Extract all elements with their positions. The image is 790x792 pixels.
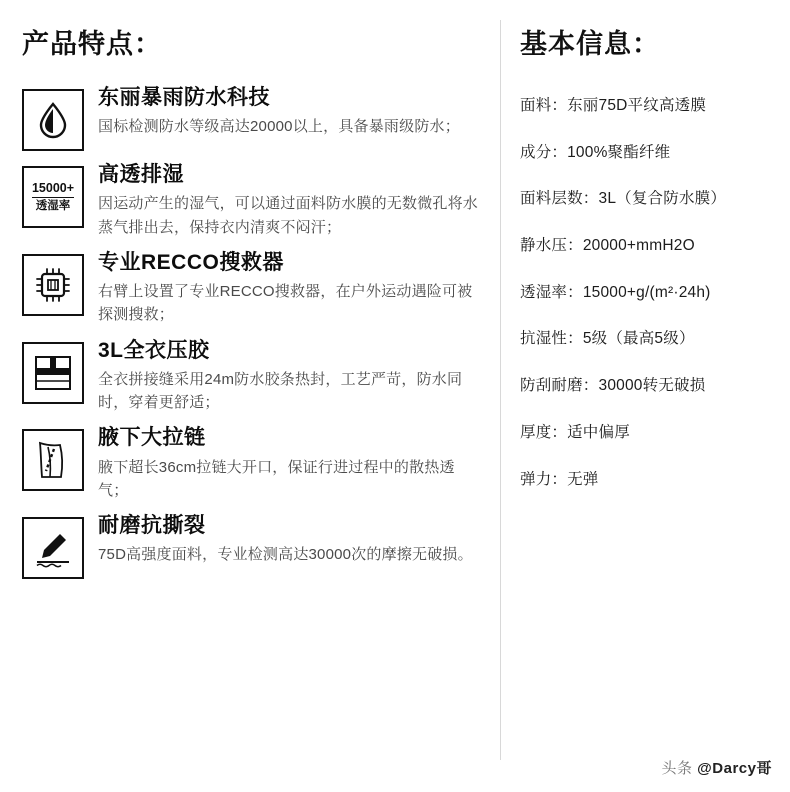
spec-value: 20000+mmH2O <box>582 237 695 255</box>
feature-description: 全衣拼接缝采用24m防水胶条热封，工艺严苛，防水同时，穿着更舒适； <box>98 370 463 411</box>
spec-value: 30000转无破损 <box>598 377 706 395</box>
watermark-author: @Darcy哥 <box>697 760 772 777</box>
feature-description: 因运动产生的湿气，可以通过面料防水膜的无数微孔将水蒸气排出去，保持衣内清爽不闷汗； <box>98 195 479 236</box>
spec-value: 5级（最高5级） <box>582 330 695 348</box>
feature-item <box>22 338 482 415</box>
spec-value: 100%聚酯纤维 <box>567 143 671 161</box>
spec-label: 厚度： <box>520 423 568 441</box>
spec-value: 适中偏厚 <box>567 423 630 441</box>
spec-value: 15000+g/(m²·24h) <box>582 283 711 301</box>
feature-title: 腋下大拉链 <box>98 426 206 450</box>
mvtr-caption-label: 透湿率 <box>35 199 71 212</box>
spec-label: 静水压： <box>520 237 583 255</box>
feature-item <box>22 250 482 327</box>
feature-text <box>98 513 482 567</box>
features-title: 产品特点： <box>22 29 162 59</box>
feature-item <box>22 425 482 502</box>
feature-title: 专业RECCO搜救器 <box>98 250 284 274</box>
abrasion-resistance-icon <box>22 517 84 579</box>
basic-information-column <box>500 0 790 792</box>
feature-description: 75D高强度面料，专业检测高达30000次的摩擦无破损。 <box>98 546 473 564</box>
watermark-logo: 头条 <box>661 760 693 777</box>
spec-row <box>520 422 776 444</box>
mvtr-value-label: 15000+ <box>32 181 74 197</box>
moisture-vapor-transmission-icon <box>22 166 84 228</box>
feature-title: 东丽暴雨防水科技 <box>98 86 270 109</box>
feature-title: 3L全衣压胶 <box>98 338 210 362</box>
feature-text <box>98 85 482 139</box>
spec-row <box>520 282 776 304</box>
feature-title: 高透排湿 <box>98 163 184 186</box>
feature-description: 右臂上设置了专业RECCO搜救器，在户外运动遇险可被探测搜救； <box>98 283 473 324</box>
feature-text <box>98 338 482 415</box>
spec-row <box>520 235 776 257</box>
recco-chip-icon <box>22 254 84 316</box>
feature-text <box>98 250 482 327</box>
feature-text <box>98 162 482 239</box>
spec-label: 成分： <box>520 143 568 161</box>
spec-label: 面料： <box>520 97 568 114</box>
spec-value: 无弹 <box>567 470 599 488</box>
spec-value: 3L（复合防水膜） <box>598 190 727 208</box>
spec-row <box>520 95 776 117</box>
spec-row <box>520 328 776 350</box>
feature-item <box>22 162 482 239</box>
spec-label: 透湿率： <box>520 283 583 301</box>
feature-text <box>98 425 482 502</box>
spec-row <box>520 142 776 164</box>
feature-title: 耐磨抗撕裂 <box>98 514 206 537</box>
spec-label: 抗湿性： <box>520 330 583 348</box>
spec-label: 弹力： <box>520 470 568 488</box>
feature-description: 国标检测防水等级高达20000以上，具备暴雨级防水； <box>98 118 460 136</box>
spec-label: 防刮耐磨： <box>520 377 599 395</box>
basic-info-title: 基本信息： <box>520 29 660 59</box>
watermark <box>661 757 772 778</box>
spec-label: 面料层数： <box>520 190 599 208</box>
feature-description: 腋下超长36cm拉链大开口，保证行进过程中的散热透气； <box>98 458 455 499</box>
feature-item <box>22 85 482 151</box>
feature-item <box>22 513 482 579</box>
spec-row <box>520 469 776 491</box>
underarm-zipper-icon <box>22 429 84 491</box>
spec-row <box>520 188 776 210</box>
spec-row <box>520 375 776 397</box>
spec-list <box>520 95 776 490</box>
seam-tape-icon <box>22 342 84 404</box>
waterdrop-icon <box>22 89 84 151</box>
spec-value: 东丽75D平纹高透膜 <box>567 97 707 114</box>
